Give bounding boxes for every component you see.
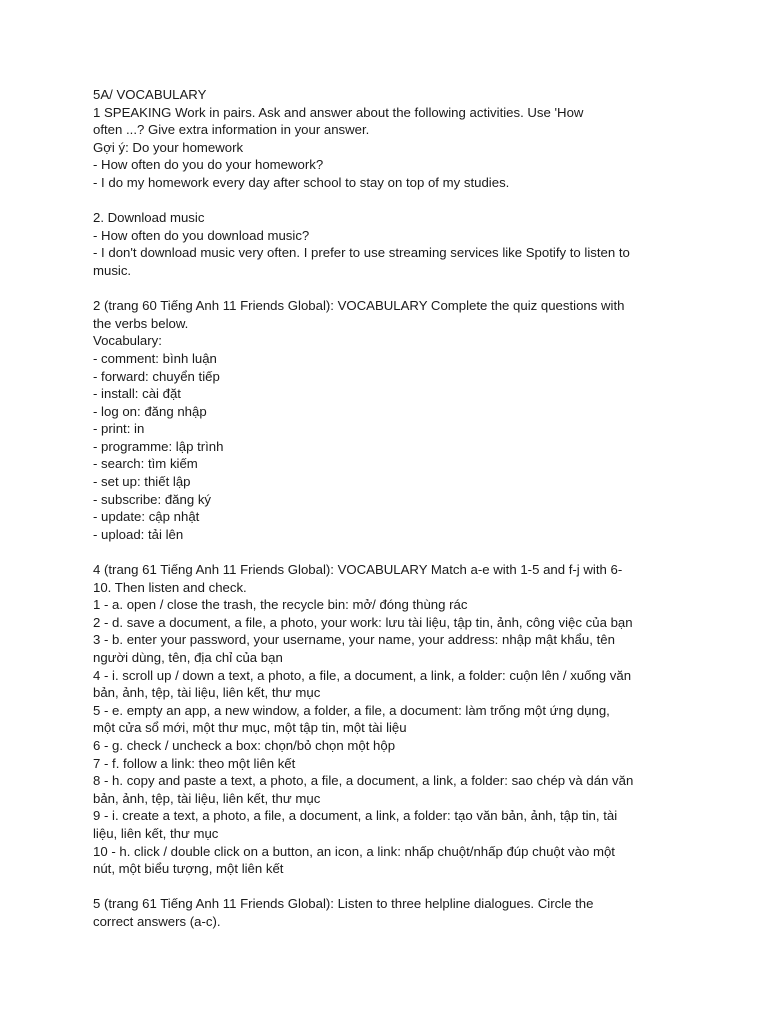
example-line: - How often do you do your homework? xyxy=(93,157,324,173)
vocab-item: - subscribe: đăng ký xyxy=(93,491,212,507)
answer-line: 6 - g. check / uncheck a box: chọn/bỏ chọn một hộp xyxy=(93,737,396,753)
vocab-item: - forward: chuyển tiếp xyxy=(93,368,220,384)
answer-line: nút, một biểu tượng, một liên kết xyxy=(93,861,284,877)
vocab-item: - upload: tải lên xyxy=(93,526,184,542)
document-page xyxy=(93,86,693,931)
vocab-item: - log on: đăng nhập xyxy=(93,403,207,419)
exercise-5 xyxy=(93,895,693,930)
answer-line: 10 - h. click / double click on a button, an icon, a link: nhấp chuột/nhấp đúp chuột vào một xyxy=(93,843,615,859)
vocab-item: - programme: lập trình xyxy=(93,438,224,454)
vocab-item: - search: tìm kiếm xyxy=(93,456,198,472)
vocab-item: - update: cập nhật xyxy=(93,509,200,525)
answer-line: một cửa sổ mới, một thư mục, một tập tin, một tài liệu xyxy=(93,720,407,736)
example-line: music. xyxy=(93,262,132,278)
exercise-instruction-line: 5 (trang 61 Tiếng Anh 11 Friends Global): Listen to three helpline dialogues. Circle the xyxy=(93,896,594,912)
exercise-instruction-line: the verbs below. xyxy=(93,315,189,331)
answer-line: 7 - f. follow a link: theo một liên kết xyxy=(93,755,296,771)
vocab-item: - comment: bình luận xyxy=(93,350,217,366)
answer-line: liệu, liên kết, thư mục xyxy=(93,825,219,841)
paragraph-spacer xyxy=(93,878,693,896)
example-line: - I don't download music very often. I prefer to use streaming services like Spotify to listen to xyxy=(93,245,630,261)
answer-line: 3 - b. enter your password, your username, your name, your address: nhập mật khẩu, tên xyxy=(93,632,615,648)
exercise-2 xyxy=(93,297,693,543)
speaking-example-1 xyxy=(93,139,693,192)
answer-line: 4 - i. scroll up / down a text, a photo, a file, a document, a link, a folder: cuộn lên / xuống văn xyxy=(93,667,632,683)
answer-line: người dùng, tên, địa chỉ của bạn xyxy=(93,650,283,665)
answer-line: bản, ảnh, tệp, tài liệu, liên kết, thư mục xyxy=(93,685,321,701)
answer-line: bản, ảnh, tệp, tài liệu, liên kết, thư mục xyxy=(93,790,321,806)
example-line: - I do my homework every day after school to stay on top of my studies. xyxy=(93,174,510,190)
instruction-line: 1 SPEAKING Work in pairs. Ask and answer about the following activities. Use 'How xyxy=(93,104,584,120)
paragraph-spacer xyxy=(93,280,693,298)
answer-line: 5 - e. empty an app, a new window, a folder, a file, a document: làm trống một ứng dụng, xyxy=(93,702,610,718)
answer-line: 9 - i. create a text, a photo, a file, a document, a link, a folder: tạo văn bản, ảnh, tập tin, tài xyxy=(93,808,618,824)
answer-line: 8 - h. copy and paste a text, a photo, a file, a document, a link, a folder: sao chép và dán văn xyxy=(93,773,634,789)
paragraph-spacer xyxy=(93,543,693,561)
vocab-item: - print: in xyxy=(93,421,145,437)
vocab-item: - install: cài đặt xyxy=(93,386,181,402)
exercise-4 xyxy=(93,561,693,878)
exercise-instruction-line: 2 (trang 60 Tiếng Anh 11 Friends Global): VOCABULARY Complete the quiz questions with xyxy=(93,298,625,314)
vocab-item: - set up: thiết lập xyxy=(93,474,191,490)
vocabulary-label: Vocabulary: xyxy=(93,333,162,349)
paragraph-spacer xyxy=(93,192,693,210)
answer-line: 1 - a. open / close the trash, the recycle bin: mở/ đóng thùng rác xyxy=(93,597,468,613)
exercise-instruction-line: 10. Then listen and check. xyxy=(93,579,247,595)
answer-line: 2 - d. save a document, a file, a photo, your work: lưu tài liệu, tập tin, ảnh, công việc của bạn xyxy=(93,614,633,630)
instruction-line: often ...? Give extra information in your answer. xyxy=(93,122,370,138)
example-line: - How often do you download music? xyxy=(93,227,310,243)
section-heading: 5A/ VOCABULARY xyxy=(93,87,207,102)
example-line: 2. Download music xyxy=(93,210,205,226)
speaking-example-2 xyxy=(93,209,693,279)
speaking-instruction xyxy=(93,104,693,139)
exercise-instruction-line: 4 (trang 61 Tiếng Anh 11 Friends Global): VOCABULARY Match a-e with 1-5 and f-j with 6- xyxy=(93,562,623,578)
example-line: Gợi ý: Do your homework xyxy=(93,139,244,155)
exercise-instruction-line: correct answers (a-c). xyxy=(93,913,221,929)
